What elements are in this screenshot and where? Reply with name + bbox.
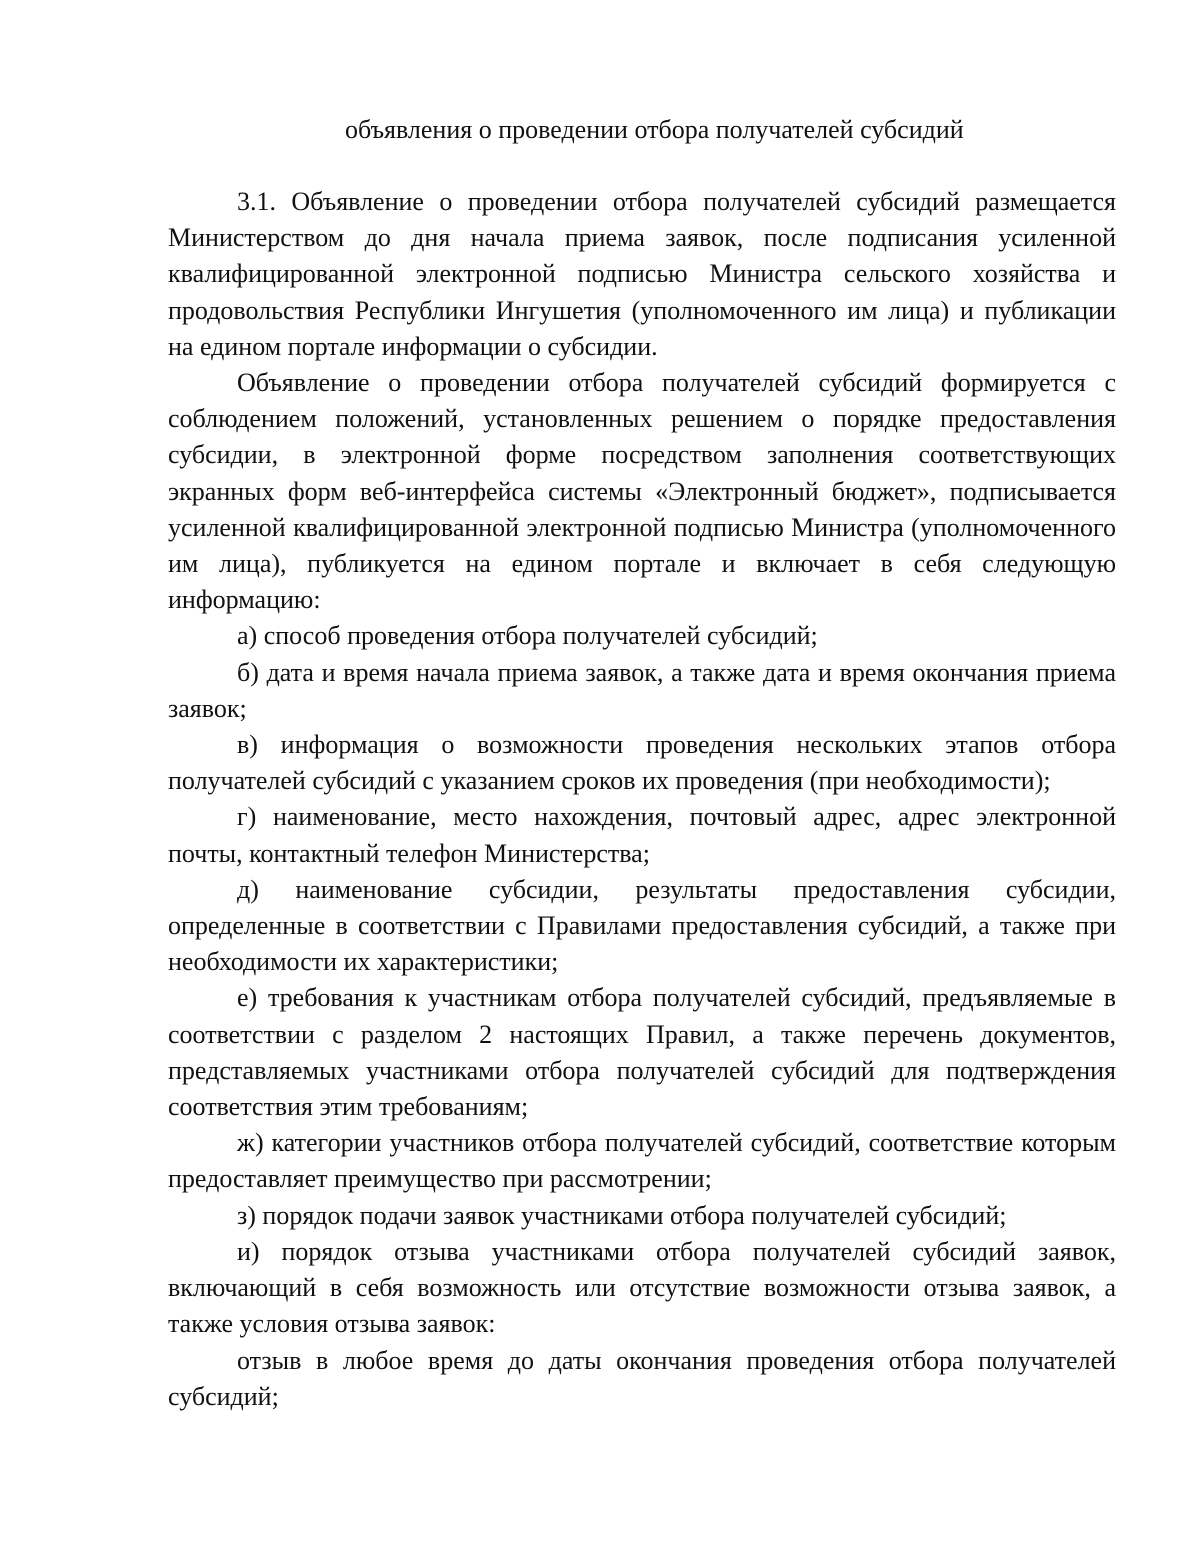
list-item-d: д) наименование субсидии, результаты предоставления субсидии, определенные в соответствии с Правилами предоставления субсидий, а также при необходимости их характеристики; [168, 874, 1116, 977]
section-heading: объявления о проведении отбора получателей субсидий [345, 115, 964, 144]
paragraph-3-1: 3.1. Объявление о проведении отбора получателей субсидий размещается Министерством до дня начала приема заявок, после подписания усиленной квалифицированной электронной подписью Министра сельского хозяйства и продовольствия Республики Ингушетия (уполномоченного им лица) и публикации на едином портале информации о субсидии. [168, 187, 1116, 361]
paragraph-withdrawal-condition: отзыв в любое время до даты окончания проведения отбора получателей субсидий; [168, 1345, 1116, 1411]
list-item-zh: ж) категории участников отбора получателей субсидий, соответствие которым предоставляет преимущество при рассмотрении; [168, 1128, 1116, 1194]
document-body [168, 184, 1116, 1415]
list-item-v: в) информация о возможности проведения нескольких этапов отбора получателей субсидий с указанием сроков их проведения (при необходимости); [168, 730, 1116, 796]
list-item-z: з) порядок подачи заявок участниками отбора получателей субсидий; [237, 1200, 1007, 1230]
list-item-b: б) дата и время начала приема заявок, а также дата и время окончания приема заявок; [168, 657, 1116, 723]
list-item-e: е) требования к участникам отбора получателей субсидий, предъявляемые в соответствии с разделом 2 настоящих Правил, а также перечень документов, представляемых участниками отбора получателей субсидий для подтверждения соответствия этим требованиям; [168, 983, 1116, 1122]
list-item-g: г) наименование, место нахождения, почтовый адрес, адрес электронной почты, контактный телефон Министерства; [168, 802, 1116, 868]
list-item-a: а) способ проведения отбора получателей субсидий; [237, 621, 818, 651]
list-item-i: и) порядок отзыва участниками отбора получателей субсидий заявок, включающий в себя возможность или отсутствие возможности отзыва заявок, а также условия отзыва заявок: [168, 1236, 1116, 1339]
paragraph-announcement-contents: Объявление о проведении отбора получателей субсидий формируется с соблюдением положений, установленных решением о порядке предоставления субсидии, в электронной форме посредством заполнения соответствующих экранных форм веб-интерфейса системы «Электронный бюджет», подписывается усиленной квалифицированной электронной подписью Министра (уполномоченного им лица), публикуется на едином портале и включает в себя следующую информацию: [168, 368, 1116, 615]
